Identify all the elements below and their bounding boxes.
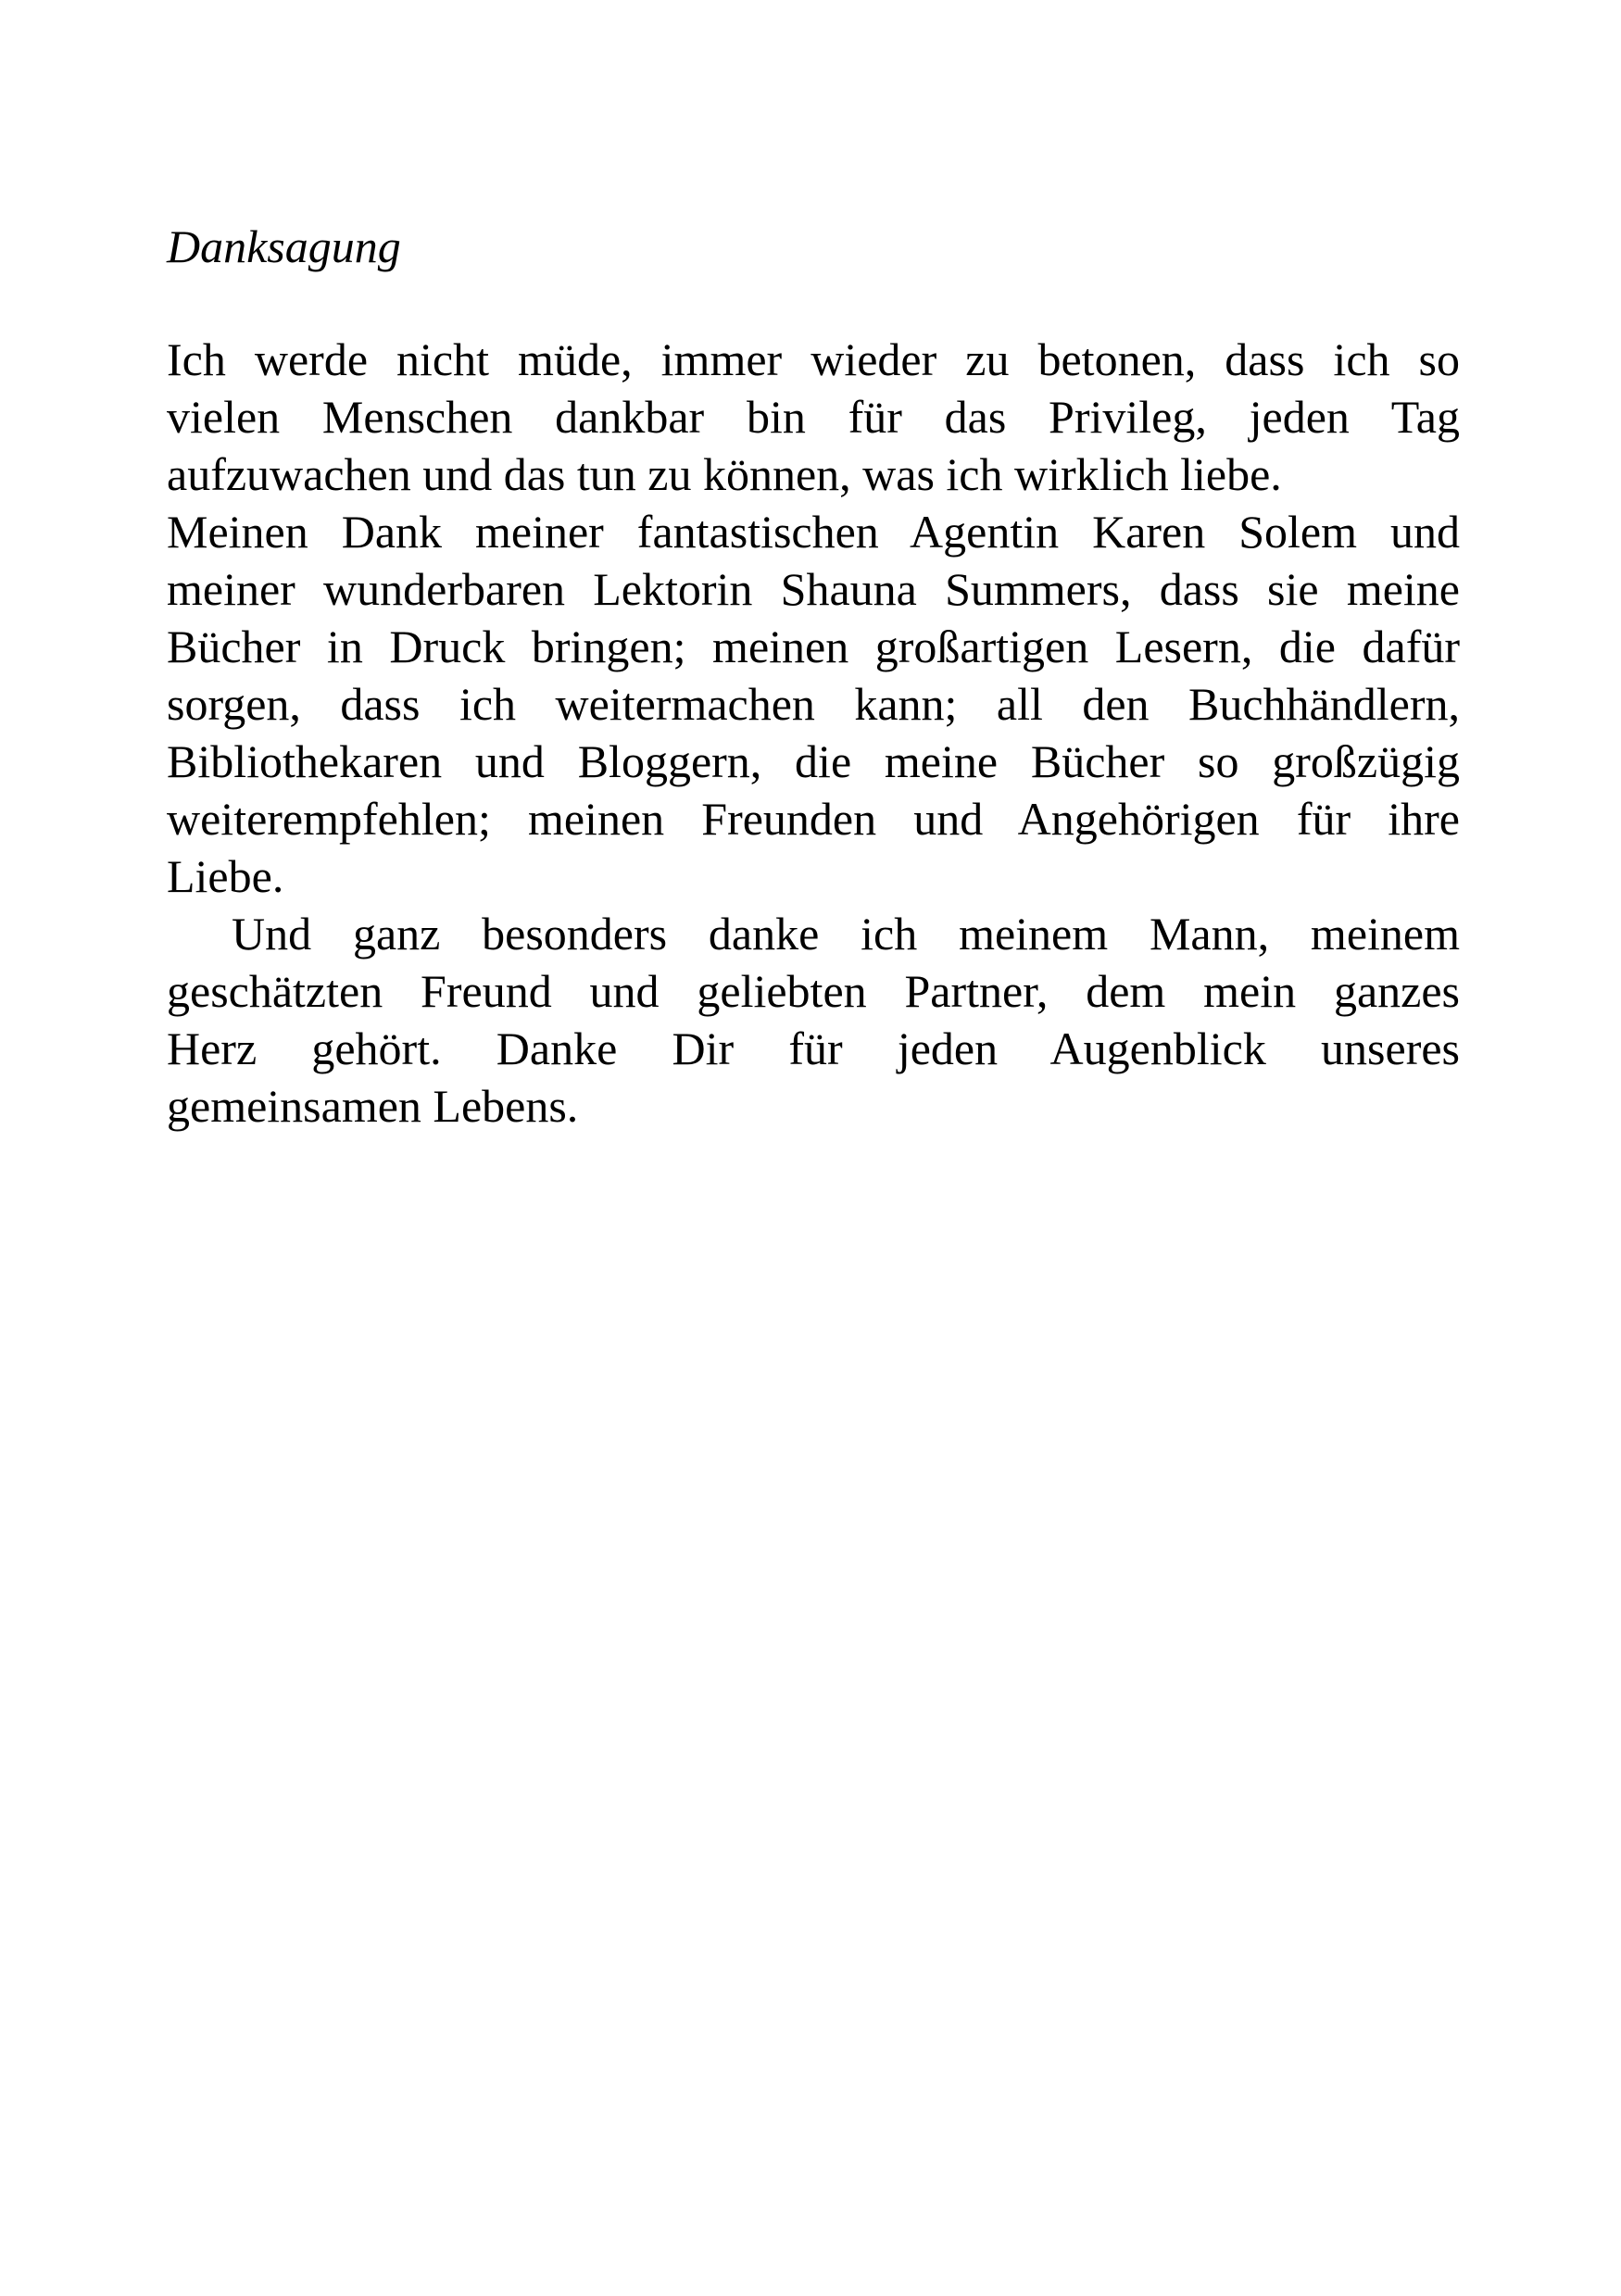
text-line: Bibliothekaren und Bloggern, die meine Bücher so großzügig <box>167 735 1460 787</box>
text-line: Liebe. <box>167 850 284 902</box>
text-line: aufzuwachen und das tun zu können, was ich wirklich liebe. <box>167 448 1282 500</box>
text-line: gemeinsamen Lebens. <box>167 1080 579 1132</box>
paragraph-1 <box>167 331 1460 503</box>
document-page <box>167 218 1460 1135</box>
paragraph-3 <box>167 905 1460 1135</box>
text-line: meiner wunderbaren Lektorin Shauna Summers, dass sie meine <box>167 563 1460 615</box>
text-line: Ich werde nicht müde, immer wieder zu betonen, dass ich so <box>167 333 1460 385</box>
paragraph-2 <box>167 503 1460 905</box>
text-line: Meinen Dank meiner fantastischen Agentin Karen Solem und <box>167 506 1460 558</box>
page-title: Danksagung <box>167 220 401 272</box>
text-line: weiterempfehlen; meinen Freunden und Angehörigen für ihre <box>167 793 1460 845</box>
text-line: geschätzten Freund und geliebten Partner, dem mein ganzes <box>167 965 1460 1017</box>
text-line: sorgen, dass ich weitermachen kann; all den Buchhändlern, <box>167 678 1460 730</box>
text-line: Herz gehört. Danke Dir für jeden Augenblick unseres <box>167 1023 1460 1074</box>
text-line: Und ganz besonders danke ich meinem Mann, meinem <box>232 908 1460 960</box>
text-line: vielen Menschen dankbar bin für das Privileg, jeden Tag <box>167 391 1460 443</box>
text-line: Bücher in Druck bringen; meinen großartigen Lesern, die dafür <box>167 621 1460 672</box>
